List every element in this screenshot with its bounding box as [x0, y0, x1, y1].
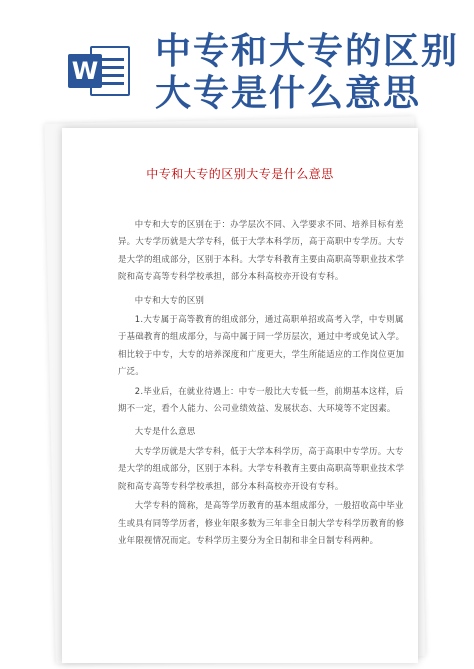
paragraph-intro: 中专和大专的区别在于：办学层次不同、入学要求不同、培养目标有差异。大专学历就是大学专科，低于大学本科学历，高于高职中专学历。大专是大学的组成部分，区别于本科。大学专科教育主要由高职高等职业技术学院和高专高等专科学校承担，部分本科高校亦开设有专科。 — [118, 219, 405, 282]
word-logo-letter: W — [68, 54, 102, 88]
document-title: 中专和大专的区别大专是什么意思 — [146, 167, 334, 181]
paragraph-definition: 大学专科的简称，是高等学历教育的基本组成部分，一般招收高中毕业生或具有同等学历者，修业年限多数为三年非全日制大学专科学历教育的修业年限视情况而定。专科学历主要分为全日制和非全日制专科两种。 — [118, 500, 405, 545]
page-title — [155, 30, 465, 114]
word-document-icon — [68, 42, 132, 100]
header-banner — [0, 0, 474, 125]
paragraph-meaning: 大专学历就是大学专科，低于大学本科学历，高于高职中专学历。大专是大学的组成部分，区别于本科。大学专科教育主要由高职高等职业技术学院和高专高等专科学校承担，部分本科高校亦开设有专科。 — [118, 445, 405, 491]
paragraph-point-1: 1.大专属于高等教育的组成部分，通过高职单招或高考入学，中专则属于基础教育的组成部分，与高中属于同一学历层次，通过中考或免试入学。相比较于中专，大专的培养深度和广度更大，学生所能适应的工作岗位更加广泛。 — [118, 314, 405, 377]
page-title-line-2: 大专是什么意思 — [155, 72, 422, 114]
document-page — [62, 128, 418, 663]
section-heading-meaning: 大专是什么意思 — [134, 426, 196, 437]
page-title-line-1: 中专和大专的区别 — [155, 30, 460, 72]
paragraph-point-2: 2.毕业后，在就业待遇上：中专一般比大专低一些，前期基本这样，后期不一定，看个人能力、公司业绩效益、发展状态、大环境等不定因素。 — [118, 385, 404, 414]
document-body — [118, 216, 410, 551]
section-heading-difference: 中专和大专的区别 — [134, 294, 205, 305]
